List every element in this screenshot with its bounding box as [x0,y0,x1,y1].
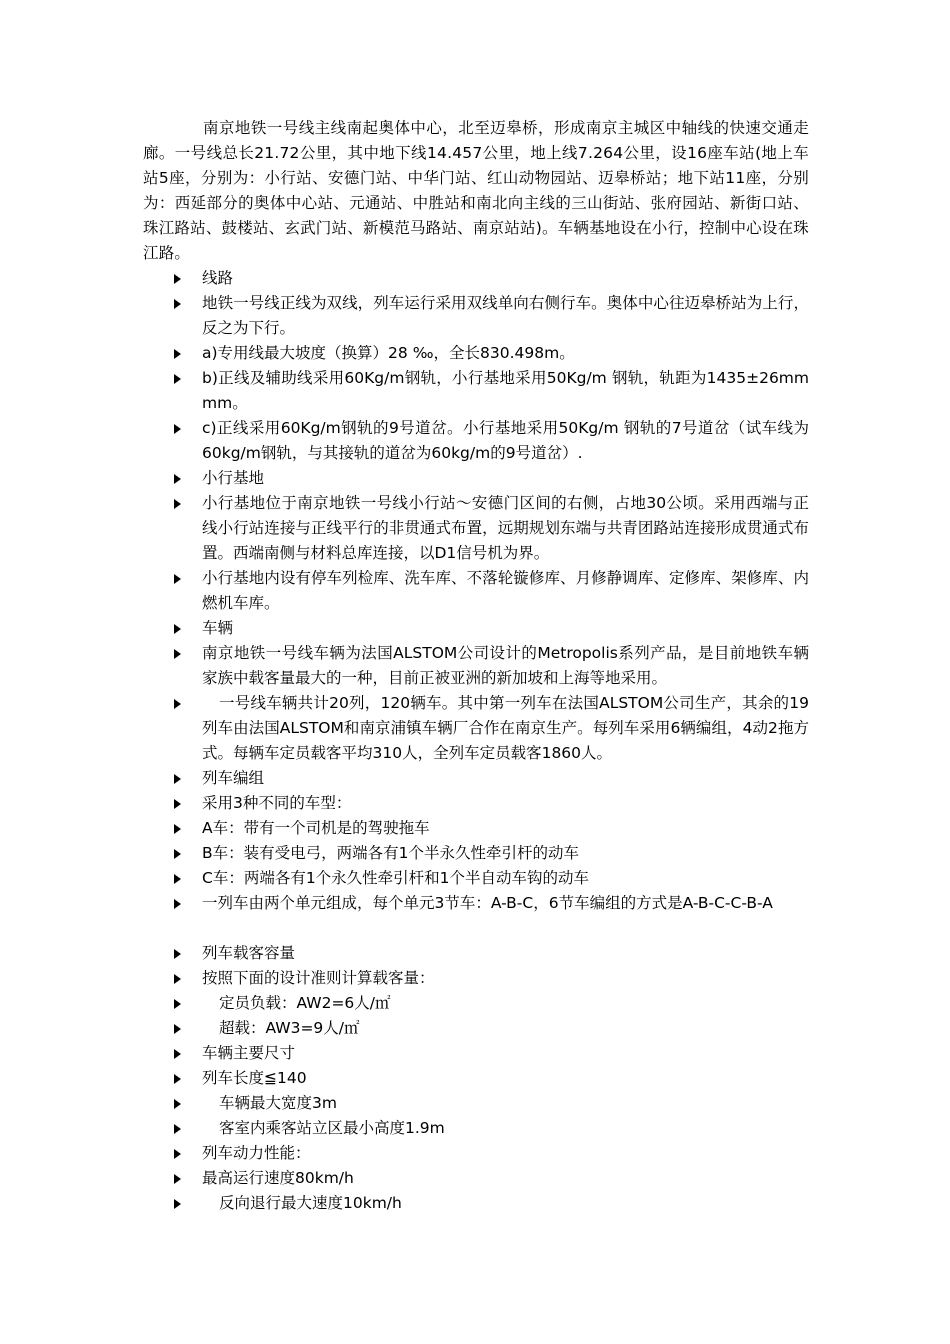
triangle-bullet-icon [174,374,181,384]
triangle-bullet-icon [174,574,181,584]
list-item: 车辆主要尺寸 [143,1041,809,1066]
triangle-bullet-icon [174,1124,181,1134]
triangle-bullet-icon [174,349,181,359]
triangle-bullet-icon [174,649,181,659]
intro-paragraph: 南京地铁一号线主线南起奥体中心，北至迈皋桥，形成南京主城区中轴线的快速交通走廊。一号线总长21.72公里，其中地下线14.457公里，地上线7.264公里，设16座车站(地上车站5座，分别为：小行站、安德门站、中华门站、红山动物园站、迈皋桥站；地下站11座，分别为：西延部分的奥体中心站、元通站、中胜站和南北向主线的三山街站、张府园站、新街口站、珠江路站、鼓楼站、玄武门站、新模范马路站、南京站站)。车辆基地设在小行，控制中心设在珠江路。 [143,119,809,262]
triangle-bullet-icon [174,1199,181,1209]
list-item: b)正线及辅助线采用60Kg/m钢轨，小行基地采用50Kg/m 钢轨，轨距为1435±26mm mm。 [143,366,809,416]
triangle-bullet-icon [174,849,181,859]
triangle-bullet-icon [174,824,181,834]
list-item: 超载：AW3=9人/㎡ [143,1016,809,1041]
list-item: 定员负载：AW2=6人/㎡ [143,991,809,1016]
list-item: 一列车由两个单元组成，每个单元3节车：A-B-C，6节车编组的方式是A-B-C-C-B-A [143,891,809,916]
list-item: 小行基地 [143,466,809,491]
document-body [143,116,809,1216]
triangle-bullet-icon [174,474,181,484]
triangle-bullet-icon [174,699,181,709]
triangle-bullet-icon [174,1099,181,1109]
list-item: 列车动力性能： [143,1141,809,1166]
list-item: 小行基地内设有停车列检库、洗车库、不落轮镟修库、月修静调库、定修库、架修库、内燃机车库。 [143,566,809,616]
list-item: 一号线车辆共计20列，120辆车。其中第一列车在法国ALSTOM公司生产，其余的19列车由法国ALSTOM和南京浦镇车辆厂合作在南京生产。每列车采用6辆编组，4动2拖方式。每辆车定员载客平均310人，全列车定员载客1860人。 [143,691,809,766]
list-item: 最高运行速度80km/h [143,1166,809,1191]
triangle-bullet-icon [174,424,181,434]
list-item: 列车长度≦140 [143,1066,809,1091]
triangle-bullet-icon [174,1149,181,1159]
triangle-bullet-icon [174,1024,181,1034]
list-item: c)正线采用60Kg/m钢轨的9号道岔。小行基地采用50Kg/m 钢轨的7号道岔（试车线为60kg/m钢轨，与其接轨的道岔为60kg/m的9号道岔）. [143,416,809,466]
triangle-bullet-icon [174,299,181,309]
triangle-bullet-icon [174,899,181,909]
triangle-bullet-icon [174,999,181,1009]
list-item: 按照下面的设计准则计算载客量： [143,966,809,991]
list-item: 地铁一号线正线为双线，列车运行采用双线单向右侧行车。奥体中心往迈皋桥站为上行，反之为下行。 [143,291,809,341]
bullet-list [143,266,809,916]
list-item: 车辆最大宽度3m [143,1091,809,1116]
list-item: a)专用线最大坡度（换算）28 ‰，全长830.498m。 [143,341,809,366]
triangle-bullet-icon [174,874,181,884]
triangle-bullet-icon [174,624,181,634]
list-item: 车辆 [143,616,809,641]
list-item: B车：装有受电弓，两端各有1个半永久性牵引杆的动车 [143,841,809,866]
list-item: 小行基地位于南京地铁一号线小行站～安德门区间的右侧，占地30公顷。采用西端与正线小行站连接与正线平行的非贯通式布置，远期规划东端与共青团路站连接形成贯通式布置。西端南侧与材料总库连接，以D1信号机为界。 [143,491,809,566]
triangle-bullet-icon [174,274,181,284]
list-item: 列车载客容量 [143,941,809,966]
list-item: 线路 [143,266,809,291]
bullet-list-continued [143,941,809,1216]
list-item: 南京地铁一号线车辆为法国ALSTOM公司设计的Metropolis系列产品，是目前地铁车辆家族中载客量最大的一种，目前正被亚洲的新加坡和上海等地采用。 [143,641,809,691]
triangle-bullet-icon [174,974,181,984]
list-item: 列车编组 [143,766,809,791]
triangle-bullet-icon [174,499,181,509]
triangle-bullet-icon [174,799,181,809]
blank-line [143,916,809,941]
triangle-bullet-icon [174,774,181,784]
list-item: 采用3种不同的车型： [143,791,809,816]
list-item: 客室内乘客站立区最小高度1.9m [143,1116,809,1141]
triangle-bullet-icon [174,1074,181,1084]
list-item: C车：两端各有1个永久性牵引杆和1个半自动车钩的动车 [143,866,809,891]
triangle-bullet-icon [174,949,181,959]
list-item: 反向退行最大速度10km/h [143,1191,809,1216]
triangle-bullet-icon [174,1174,181,1184]
list-item: A车：带有一个司机是的驾驶拖车 [143,816,809,841]
triangle-bullet-icon [174,1049,181,1059]
